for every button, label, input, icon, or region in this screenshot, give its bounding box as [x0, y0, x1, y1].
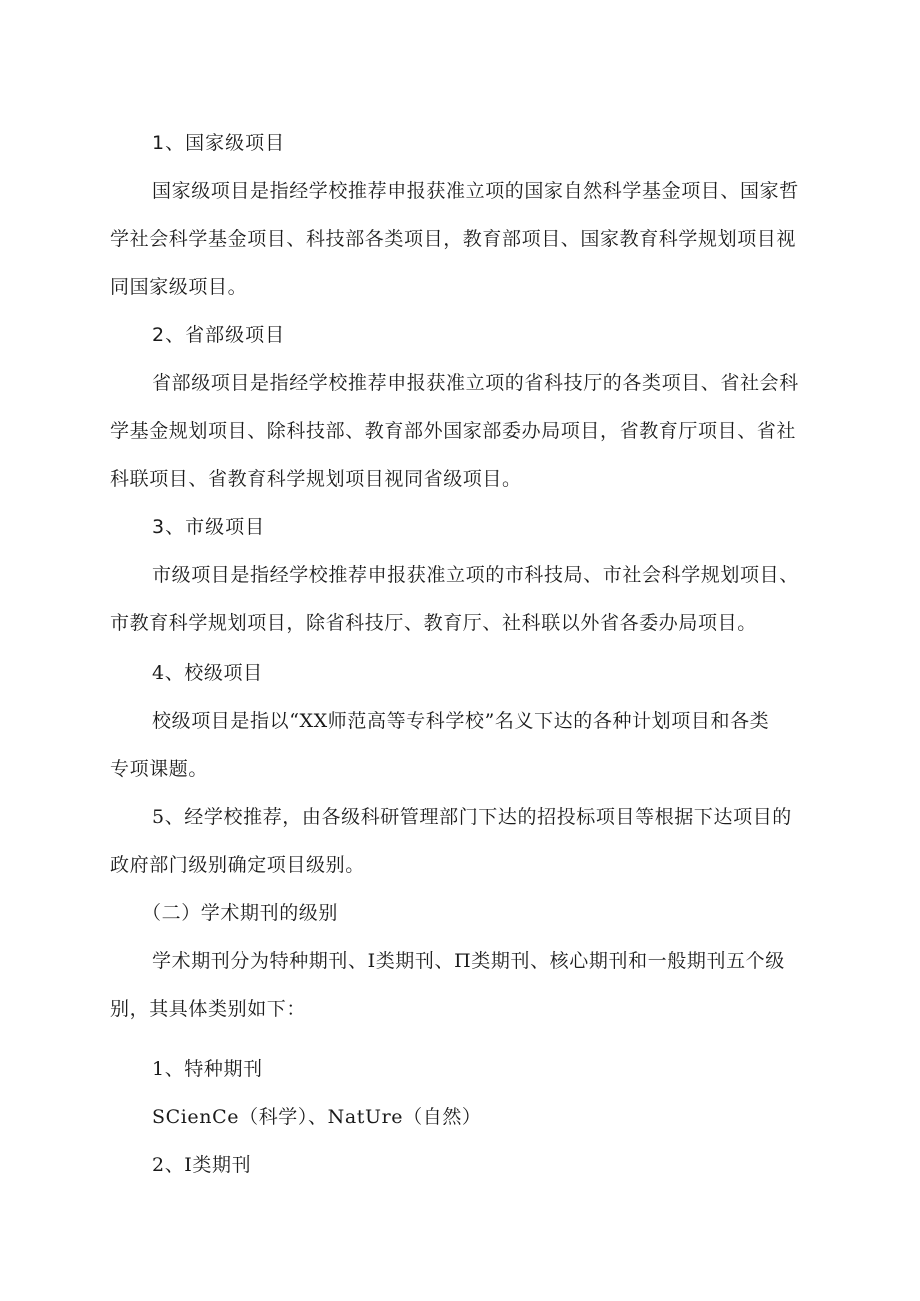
paragraph-line: 省部级项目是指经学校推荐申报获准立项的省科技厅的各类项目、省社会科 [152, 372, 799, 394]
paragraph-line: 学社会科学基金项目、科技部各类项目，教育部项目、国家教育科学规划项目视 [110, 228, 797, 250]
paragraph-line: 学术期刊分为特种期刊、I类期刊、Π类期刊、核心期刊和一般期刊五个级 [152, 950, 785, 972]
paragraph-line: 5、经学校推荐，由各级科研管理部门下达的招投标项目等根据下达项目的 [152, 806, 792, 828]
section-heading-journal-levels: （二）学术期刊的级别 [142, 902, 339, 924]
paragraph-line: 专项课题。 [110, 758, 209, 780]
paragraph-line: 市级项目是指经学校推荐申报获准立项的市科技局、市社会科学规划项目、 [152, 564, 799, 586]
paragraph-line: 市教育科学规划项目，除省科技厅、教育厅、社科联以外省各委办局项目。 [110, 612, 757, 634]
heading-national-project: 1、国家级项目 [152, 132, 286, 154]
heading-city-project: 3、市级项目 [152, 516, 266, 538]
paragraph-line: 国家级项目是指经学校推荐申报获准立项的国家自然科学基金项目、国家哲 [152, 180, 799, 202]
paragraph-line: 别，其具体类别如下： [110, 998, 307, 1020]
paragraph-line: 科联项目、省教育科学规划项目视同省级项目。 [110, 468, 522, 490]
paragraph-line: 同国家级项目。 [110, 276, 248, 298]
heading-school-project: 4、校级项目 [152, 662, 263, 684]
heading-class-i-journal: 2、I类期刊 [152, 1154, 252, 1176]
paragraph-line: 政府部门级别确定项目级别。 [110, 854, 365, 876]
journal-list-line: SCienCe（科学）、NatUre（自然） [152, 1106, 482, 1128]
heading-special-journal: 1、特种期刊 [152, 1058, 263, 1080]
paragraph-line: 学基金规划项目、除科技部、教育部外国家部委办局项目，省教育厅项目、省社 [110, 420, 797, 442]
heading-provincial-project: 2、省部级项目 [152, 324, 286, 346]
paragraph-line: 校级项目是指以“XX师范高等专科学校”名义下达的各种计划项目和各类 [152, 710, 770, 732]
